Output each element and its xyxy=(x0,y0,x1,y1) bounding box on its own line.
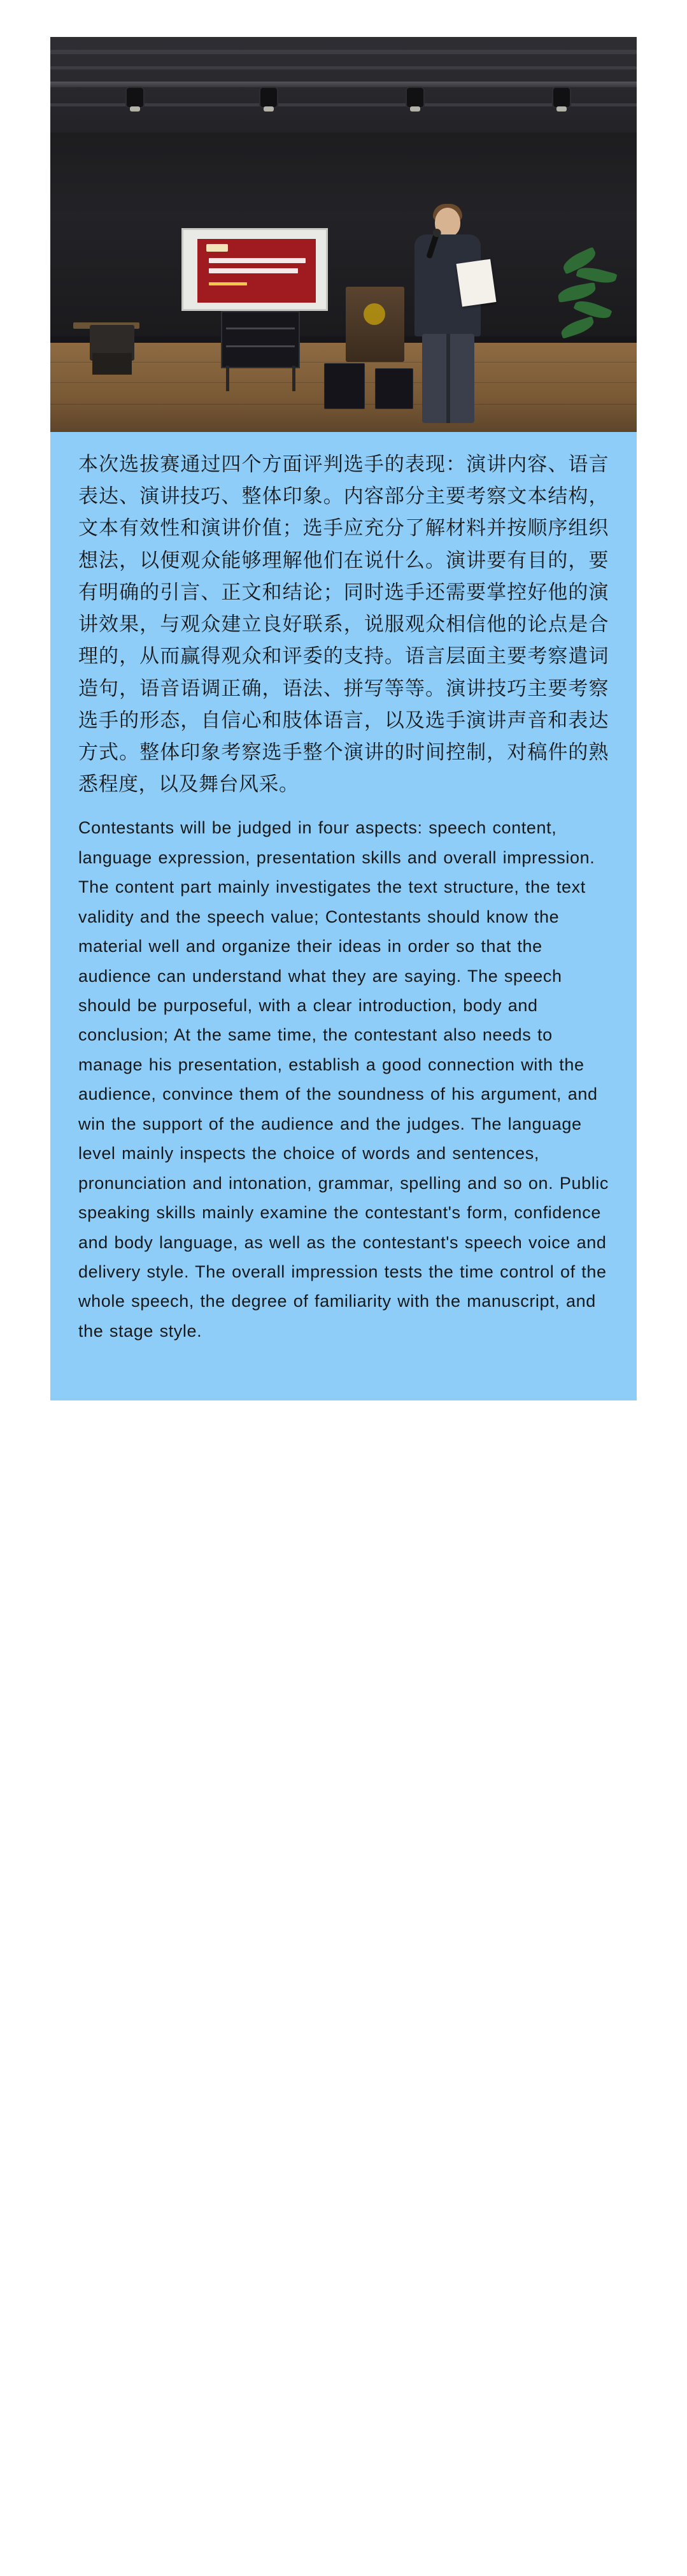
chair xyxy=(90,325,134,361)
presenter-legs xyxy=(422,334,474,423)
article-card xyxy=(50,37,637,1400)
paragraph-chinese: 本次选拔赛通过四个方面评判选手的表现：演讲内容、语言表达、演讲技巧、整体印象。内容部分主要考察文本结构，文本有效性和演讲价值；选手应充分了解材料并按顺序组织想法，以便观众能够理解他们在说什么。演讲要有目的，要有明确的引言、正文和结论；同时选手还需要掌控好他的演讲效果，与观众建立良好联系，说服观众相信他的论点是合理的，从而赢得观众和评委的支持。语言层面主要考察遣词造句，语音语调正确，语法、拼写等等。演讲技巧主要考察选手的形态，自信心和肢体语言，以及选手演讲声音和表达方式。整体印象考察选手整个演讲的时间控制，对稿件的熟悉程度，以及舞台风采。 xyxy=(78,453,609,796)
speaker-cabinet xyxy=(375,368,413,409)
stage-light-icon xyxy=(260,88,277,107)
equipment-cart xyxy=(221,311,300,368)
potted-plant xyxy=(555,247,625,368)
script-paper xyxy=(457,259,497,307)
back-wall xyxy=(50,133,637,343)
podium xyxy=(346,287,404,362)
ceiling-pipe xyxy=(50,82,637,87)
stage-photo xyxy=(50,37,637,432)
slide-title-line xyxy=(209,258,306,263)
article-text xyxy=(50,432,637,1346)
ceiling-beam xyxy=(50,50,637,54)
projection-screen xyxy=(181,228,328,311)
stage-light-icon xyxy=(553,88,570,107)
slide-logo xyxy=(206,244,228,252)
slide-title-line xyxy=(209,268,298,273)
podium-emblem-icon xyxy=(364,303,385,325)
projection-slide xyxy=(197,239,316,303)
stage-light-icon xyxy=(407,88,423,107)
slide-accent-line xyxy=(209,282,247,285)
stage-light-icon xyxy=(127,88,143,107)
paragraph-english: Contestants will be judged in four aspects: speech content, language expression, presentation skills and overall impression. The content part mainly investigates the text structure, the text validity and the speech value; Contestants should know the material well and organize their ideas in order so that the audience can understand what they are saying. The speech should be purposeful, with a clear introduction, body and conclusion; At the same time, the contestant also needs to manage his presentation, establish a good connection with the audience, convince them of the soundness of his argument, and win the support of the audience and the judges. The language level mainly inspects the choice of words and sentences, pronunciation and intonation, grammar, spelling and so on. Public speaking skills mainly examine the contestant's form, confidence and body language, as well as the contestant's speech voice and delivery style. The overall impression tests the time control of the whole speech, the degree of familiarity with the manuscript, and the stage style. xyxy=(78,818,609,1341)
ceiling-beam xyxy=(50,66,637,69)
speaker-cabinet xyxy=(324,363,365,409)
